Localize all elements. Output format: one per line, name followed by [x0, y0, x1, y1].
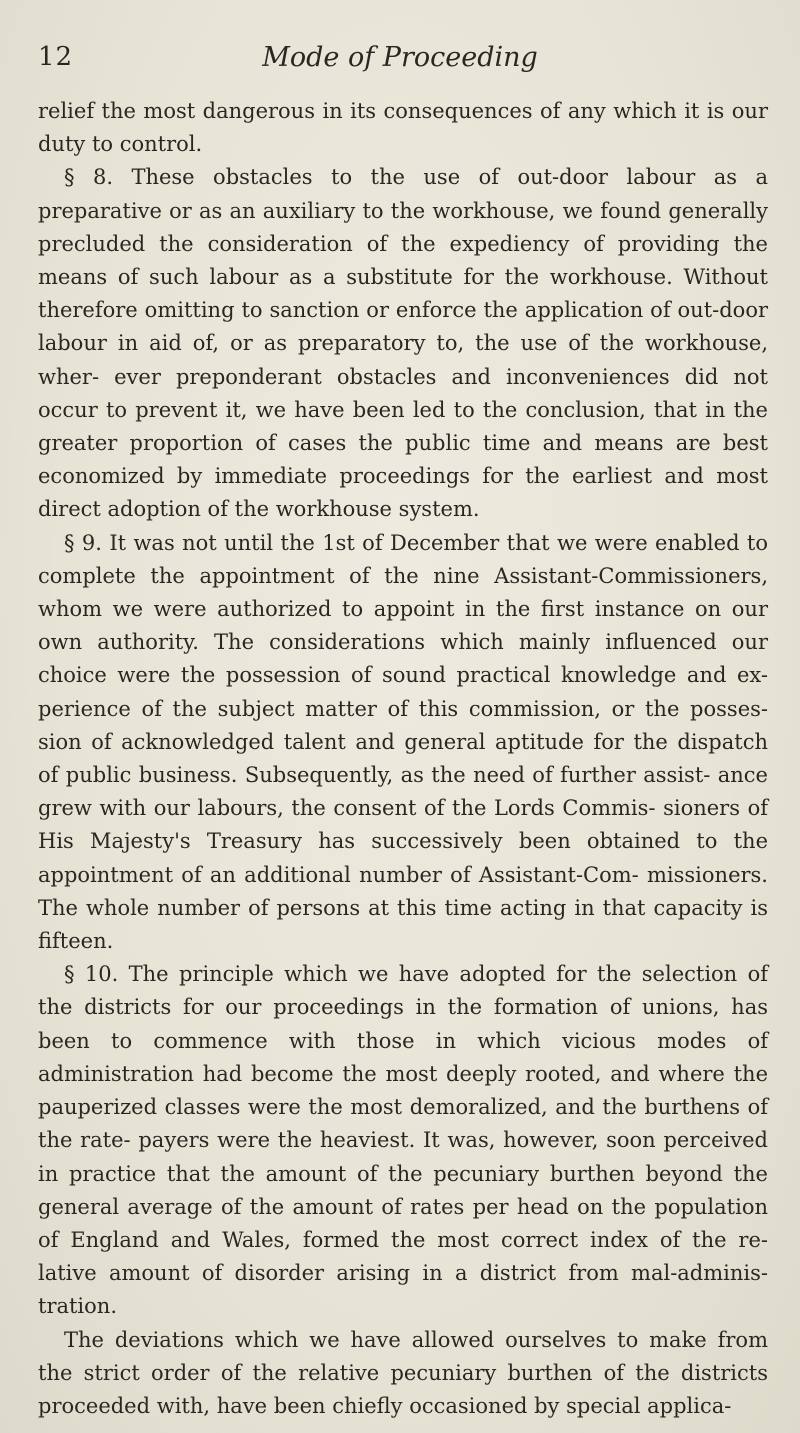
paragraph-section-9: § 9. It was not until the 1st of December that we were enabled to complete the appointment of the nine Assistant-Commissioners, whom we were authorized to appoint in the first instance on our own authority. The considerations which mainly influenced our choice were the possession of sound practical knowledge and ex- perience of the subject matter of this commission, or the posses- sion of acknowledged talent and general aptitude for the dispatch of public business. Subsequently, as the need of further assist- ance grew with our labours, the consent of the Lords Commis- sioners of His Majesty's Treasury has successively been obtained to the appointment of an additional number of Assistant-Com- missioners. The whole number of persons at this time acting in that capacity is fifteen.	[38, 530, 768, 954]
paragraph-section-8: § 8. These obstacles to the use of out-door labour as a preparative or as an auxiliary to the workhouse, we found generally precluded the consideration of the expediency of providing the means of such labour as a substitute for the workhouse. Without therefore omitting to sanction or enforce the application of out-door labour in aid of, or as preparatory to, the use of the workhouse, wher- ever preponderant obstacles and inconveniences did not occur to prevent it, we have been led to the conclusion, that in the greater proportion of cases the public time and means are best economized by immediate proceedings for the earliest and most direct adoption of the workhouse system.	[38, 165, 768, 522]
page-number: 12	[38, 42, 74, 72]
body-text	[38, 95, 768, 1423]
paragraph-section-10: § 10. The principle which we have adopted for the selection of the districts for our proceedings in the formation of unions, has been to commence with those in which vicious modes of administration had become the most deeply rooted, and where the pauperized classes were the most demoralized, and the burthens of the rate- payers were the heaviest. It was, however, soon perceived in practice that the amount of the pecuniary burthen beyond the general average of the amount of rates per head on the population of England and Wales, formed the most correct index of the re- lative amount of disorder arising in a district from mal-adminis- tration.	[38, 962, 768, 1319]
paragraph-deviations: The deviations which we have allowed ourselves to make from the strict order of the relative pecuniary burthen of the districts proceeded with, have been chiefly occasioned by special applica-	[38, 1327, 768, 1418]
page-header	[38, 42, 762, 82]
running-title: Mode of Proceeding	[262, 42, 538, 73]
paragraph-continuation: relief the most dangerous in its consequences of any which it is our duty to control.	[38, 99, 768, 157]
